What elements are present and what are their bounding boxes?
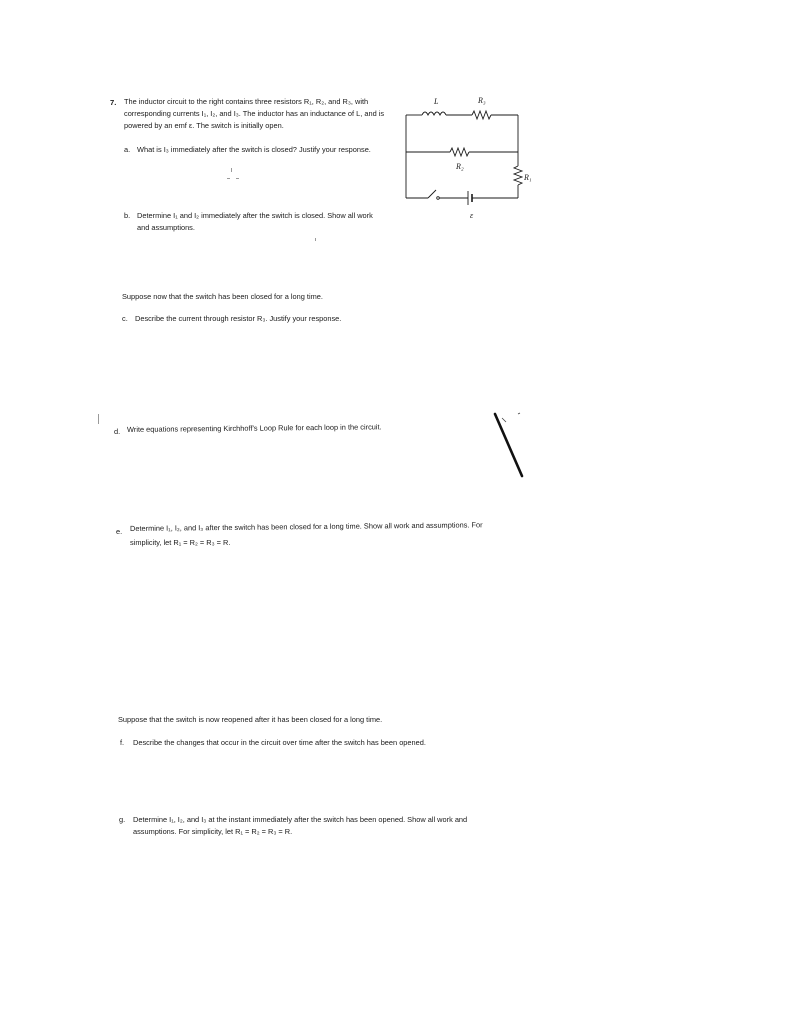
part-g-line-2: assumptions. For simplicity, let R₁ = R₂ = R₃ = R. — [133, 827, 293, 836]
emf-label: ε — [470, 211, 474, 220]
resistor-r3 — [472, 111, 491, 119]
r3-label: R₃ — [478, 96, 486, 105]
inductor-coil — [422, 112, 446, 115]
note-switch-reopened: Suppose that the switch is now reopened after it has been closed for a long time. — [118, 715, 383, 724]
part-e-line-2: simplicity, let R₁ = R₂ = R₃ = R. — [130, 538, 231, 547]
problem-number: 7. — [110, 98, 117, 107]
problem-intro-line-3: powered by an emf ε. The switch is initially open. — [124, 121, 284, 130]
part-e-line-1: Determine I₁, I₂, and I₃ after the switch has been closed for a long time. Show all work and assumptions. For — [129, 520, 483, 533]
part-c-letter: c. — [122, 314, 128, 323]
stray-mark — [231, 168, 232, 172]
part-a-letter: a. — [124, 145, 131, 154]
inductor-label: L — [434, 97, 439, 106]
stray-mark — [98, 414, 99, 424]
r1-label: R₁ — [524, 173, 532, 182]
switch-contact — [437, 197, 440, 200]
part-d-letter: d. — [114, 427, 121, 436]
part-c-text: Describe the current through resistor R₃. Justify your response. — [135, 314, 342, 323]
part-b-letter: b. — [124, 211, 131, 220]
stray-mark — [236, 178, 239, 179]
stray-mark — [227, 178, 230, 179]
part-b-line-2: and assumptions. — [137, 223, 195, 232]
part-g-letter: g. — [119, 815, 126, 824]
part-b-line-1: Determine I₁ and I₂ immediately after the switch is closed. Show all work — [137, 211, 373, 220]
r2-label: R₂ — [456, 162, 464, 171]
switch-arm — [428, 190, 436, 198]
part-f-letter: f. — [120, 738, 125, 747]
circuit-diagram — [396, 90, 536, 230]
problem-intro-line-2: corresponding currents I₁, I₂, and I₃. The inductor has an inductance of L, and is — [124, 109, 385, 118]
resistor-r1 — [514, 166, 522, 185]
part-d-text: Write equations representing Kirchhoff's Loop Rule for each loop in the circuit. — [126, 422, 382, 434]
part-f-text: Describe the changes that occur in the circuit over time after the switch has been opened. — [133, 738, 426, 747]
part-e-letter: e. — [116, 527, 123, 536]
part-g-line-1: Determine I₁, I₂, and I₃ at the instant immediately after the switch has been opened. Show all work and — [133, 815, 468, 824]
resistor-r2 — [450, 148, 469, 156]
stray-mark — [315, 238, 316, 241]
pencil-stroke-mark — [488, 410, 528, 480]
note-long-time-closed: Suppose now that the switch has been closed for a long time. — [122, 292, 323, 301]
problem-intro-line-1: The inductor circuit to the right contains three resistors R₁, R₂, and R₃, with — [124, 97, 369, 106]
part-a-text: What is I₃ immediately after the switch is closed? Justify your response. — [137, 145, 371, 154]
